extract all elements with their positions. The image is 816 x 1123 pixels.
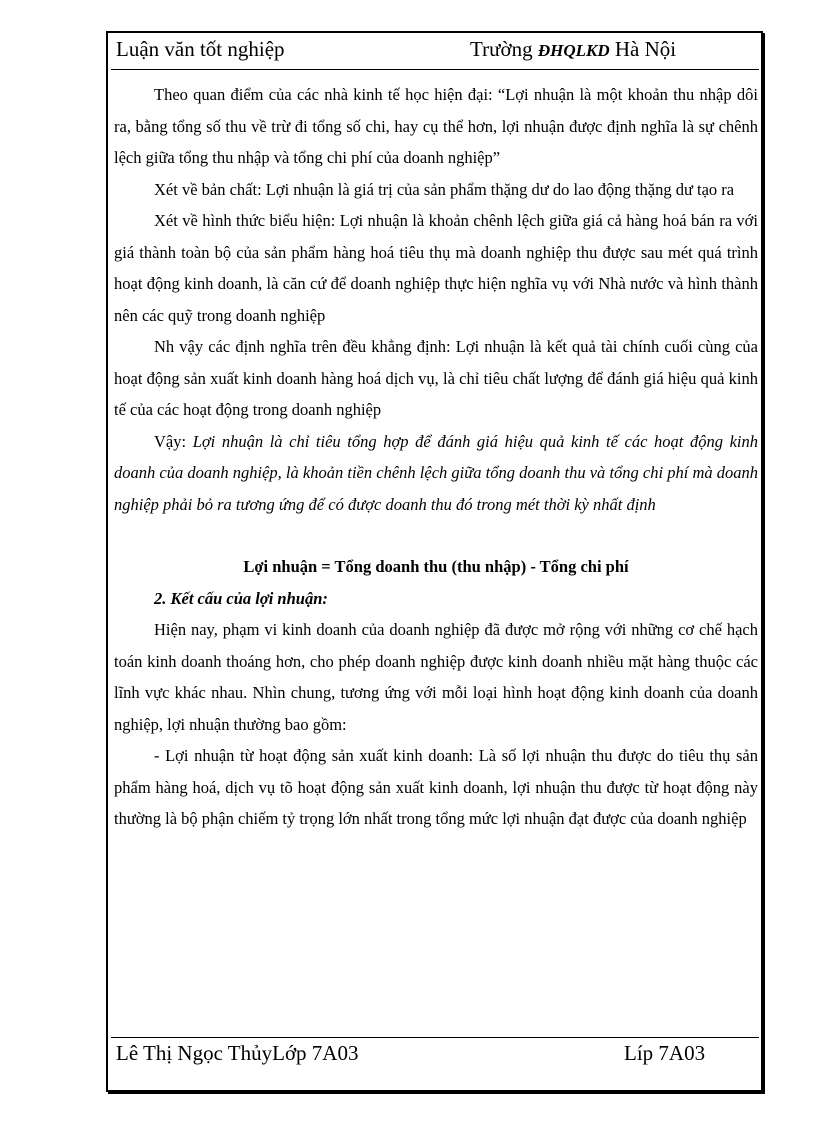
header-divider [111,69,759,70]
paragraph: Theo quan điểm của các nhà kinh tế học hiện đại: “Lợi nhuận là một khoản thu nhập dôi ra, bằng tổng số thu về trừ đi tổng số chi, hay cụ thể hơn, lợi nhuận được định nghĩa là sự chênh lệch giữa tổng thu nhập và tổng chi phí của doanh nghiệp” [114,85,758,167]
footer-divider [111,1037,759,1038]
section-heading: 2. Kết cấu của lợi nhuận: [154,588,328,608]
conclusion-lead: Vậy: [154,431,187,451]
conclusion-paragraph [114,426,758,521]
footer-class: Líp 7A03 [624,1041,706,1065]
conclusion-text: Lợi nhuận là chỉ tiêu tổng hợp để đánh giá hiệu quả kinh tế các hoạt động kinh doanh của doanh nghiệp, là khoản tiền chênh lệch giữa tổng doanh thu và tổng chi phí mà doanh nghiệp phải bỏ ra tương ứng để có được doanh thu đó trong mét thời kỳ nhất định [114,431,758,514]
header-title: Luận văn tốt nghiệp [116,37,285,61]
document-body [114,79,758,835]
paragraph: - Lợi nhuận từ hoạt động sản xuất kinh doanh: Là số lợi nhuận thu được do tiêu thụ sản phẩm hàng hoá, dịch vụ tõ hoạt động sản xuất kinh doanh, lợi nhuận thu được từ hoạt động này thường là bộ phận chiếm tỷ trọng lớn nhất trong tổng mức lợi nhuận đạt được của doanh nghiệp [114,746,758,828]
header-school [470,37,676,62]
page-footer [116,1041,756,1071]
page-header [116,37,756,67]
paragraph: Hiện nay, phạm vi kinh doanh của doanh nghiệp đã được mở rộng với những cơ chế hạch toán kinh doanh thoáng hơn, cho phép doanh nghiệp được kinh doanh nhiều mặt hàng thuộc các lĩnh vực khác nhau. Nhìn chung, tương ứng với mỗi loại hình hoạt động kinh doanh của doanh nghiệp, lợi nhuận thường bao gồm: [114,620,758,734]
header-school-prefix: Trường [470,37,533,61]
paragraph: Xét về hình thức biểu hiện: Lợi nhuận là khoản chênh lệch giữa giá cả hàng hoá bán ra với giá thành toàn bộ của sản phẩm hàng hoá tiêu thụ mà doanh nghiệp thu được sau mét quá trình hoạt động kinh doanh, là căn cứ để doanh nghiệp thực hiện nghĩa vụ với Nhà nước và hình thành nên các quỹ trong doanh nghiệp [114,211,758,325]
paragraph: Xét về bản chất: Lợi nhuận là giá trị của sản phẩm thặng dư do lao động thặng dư tạo ra [154,179,735,199]
footer-author: Lê Thị Ngọc ThủyLớp 7A03 [116,1041,359,1065]
header-school-brand: ĐHQLKD [537,41,610,60]
header-school-suffix: Hà Nội [614,37,677,61]
profit-formula: Lợi nhuận = Tổng doanh thu (thu nhập) - Tổng chi phí [243,557,629,576]
paragraph: Nh vậy các định nghĩa trên đều khẳng định: Lợi nhuận là kết quả tài chính cuối cùng của hoạt động sản xuất kinh doanh hàng hoá dịch vụ, là chỉ tiêu chất lượng để đánh giá hiệu quả kinh tế của các hoạt động trong doanh nghiệp [114,337,758,419]
